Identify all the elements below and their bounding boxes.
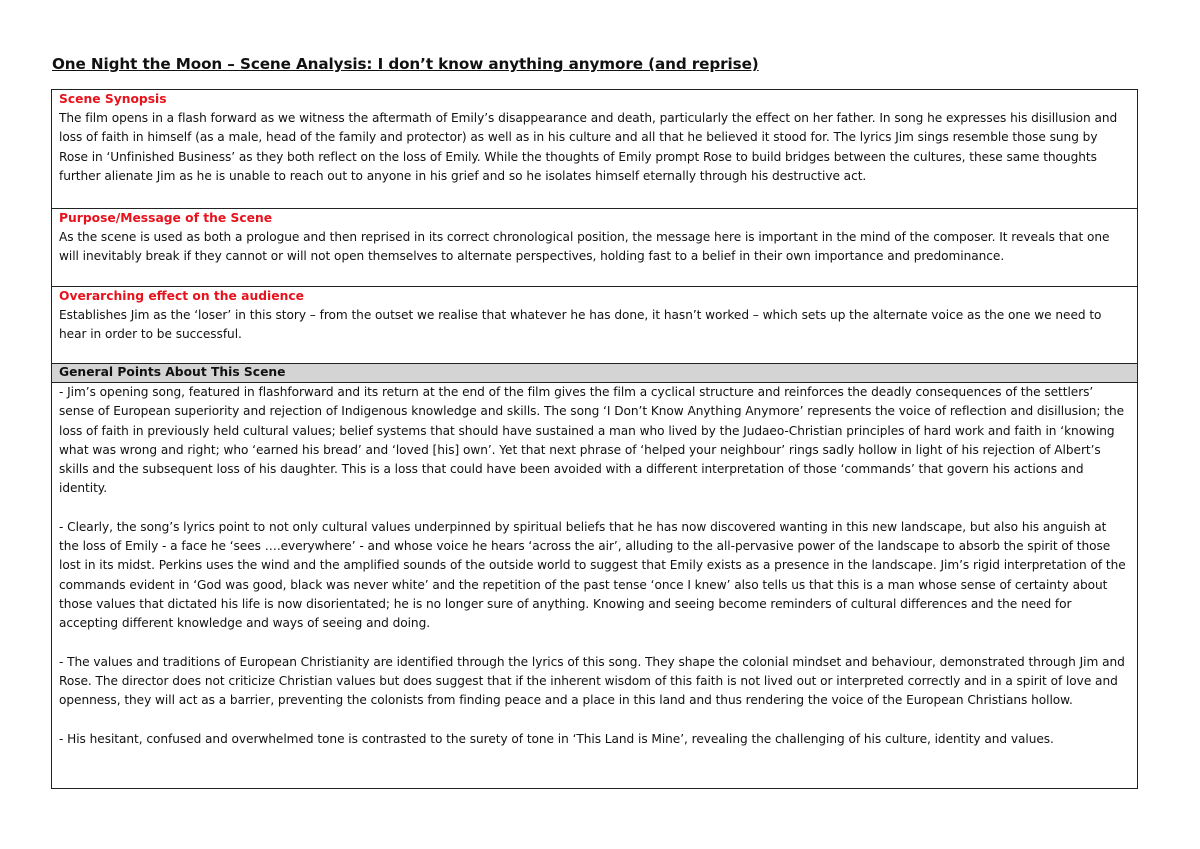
general-point-paragraph: - The values and traditions of European Christianity are identified through the lyrics of this song. They shape the colonial mindset and behaviour, demonstrated through Jim and Rose. The director does not criticize Christian values but does suggest that if the inherent wisdom of this faith is not lived out or interpreted correctly and in a spirit of love and openness, they will act as a barrier, preventing the colonists from finding peace and a place in this land and thus rendering the voice of the European Christians hollow. [59, 654, 1125, 707]
purpose-text: As the scene is used as both a prologue and then reprised in its correct chronological position, the message here is important in the mind of the composer. It reveals that one will inevitably break if they cannot or will not open themselves to alternate perspectives, holding fast to a belief in their own importance and predominance. [59, 230, 1110, 264]
scene-synopsis-heading: Scene Synopsis [59, 92, 167, 106]
purpose-heading: Purpose/Message of the Scene [59, 211, 273, 225]
purpose-section [52, 209, 1137, 287]
audience-effect-section [52, 287, 1137, 364]
general-point-paragraph: - Clearly, the song’s lyrics point to not only cultural values underpinned by spiritual beliefs that he has now discovered wanting in this new landscape, but also his anguish at the loss of Emily - a face he ‘sees ….everywhere’ - and whose voice he hears ‘across the air’, alluding to the all-pervasive power of the landscape to absorb the spirit of those lost in its midst. Perkins uses the wind and the amplified sounds of the outside world to suggest that Emily exists as a presence in the landscape. Jim’s rigid interpretation of the commands evident in ‘God was good, black was never white’ and the repetition of the past tense ‘once I knew’ also tells us that this is a man whose sense of certainty about those values that dictated his life is now disorientated; he is no longer sure of anything. Knowing and seeing become reminders of cultural differences and the need for accepting different knowledge and ways of seeing and doing. [59, 519, 1126, 630]
scene-synopsis-section [52, 90, 1137, 209]
general-point-paragraph: - His hesitant, confused and overwhelmed tone is contrasted to the surety of tone in ‘This Land is Mine’, revealing the challenging of his culture, identity and values. [59, 731, 1054, 746]
audience-effect-text: Establishes Jim as the ‘loser’ in this story – from the outset we realise that whatever he has done, it hasn’t worked – which sets up the alternate voice as the one we need to hear in order to be successful. [59, 308, 1102, 342]
audience-effect-heading: Overarching effect on the audience [59, 289, 304, 303]
analysis-table [51, 89, 1138, 789]
general-points-body [52, 383, 1137, 749]
general-points-heading: General Points About This Scene [52, 364, 1137, 383]
general-points-section [52, 364, 1137, 788]
scene-synopsis-text: The film opens in a flash forward as we witness the aftermath of Emily’s disappearance and death, particularly the effect on her father. In song he expresses his disillusion and loss of faith in himself (as a male, head of the family and protector) as well as in his culture and all that he believed it stood for. The lyrics Jim sings resemble those sung by Rose in ‘Unfinished Business’ as they both reflect on the loss of Emily. While the thoughts of Emily prompt Rose to build bridges between the cultures, these same thoughts further alienate Jim as he is unable to reach out to anyone in his grief and so he isolates himself eternally through his destructive act. [59, 111, 1118, 183]
general-point-paragraph: - Jim’s opening song, featured in flashforward and its return at the end of the film gives the film a cyclical structure and reinforces the deadly consequences of the settlers’ sense of European superiority and rejection of Indigenous knowledge and skills. The song ‘I Don’t Know Anything Anymore’ represents the voice of reflection and disillusion; the loss of faith in previously held cultural values; belief systems that should have sustained a man who lived by the Judaeo-Christian principles of hard work and faith in ‘knowing what was wrong and right; who ‘earned his bread’ and ‘loved [his] own’. Yet that next phrase of ‘helped your neighbour’ rings sadly hollow in light of his rejection of Albert’s skills and the subsequent loss of his daughter. This is a loss that could have been avoided with a different interpretation of those ‘commands’ that govern his actions and identity. [59, 385, 1125, 496]
document-title: One Night the Moon – Scene Analysis: I don’t know anything anymore (and reprise) [52, 55, 759, 73]
